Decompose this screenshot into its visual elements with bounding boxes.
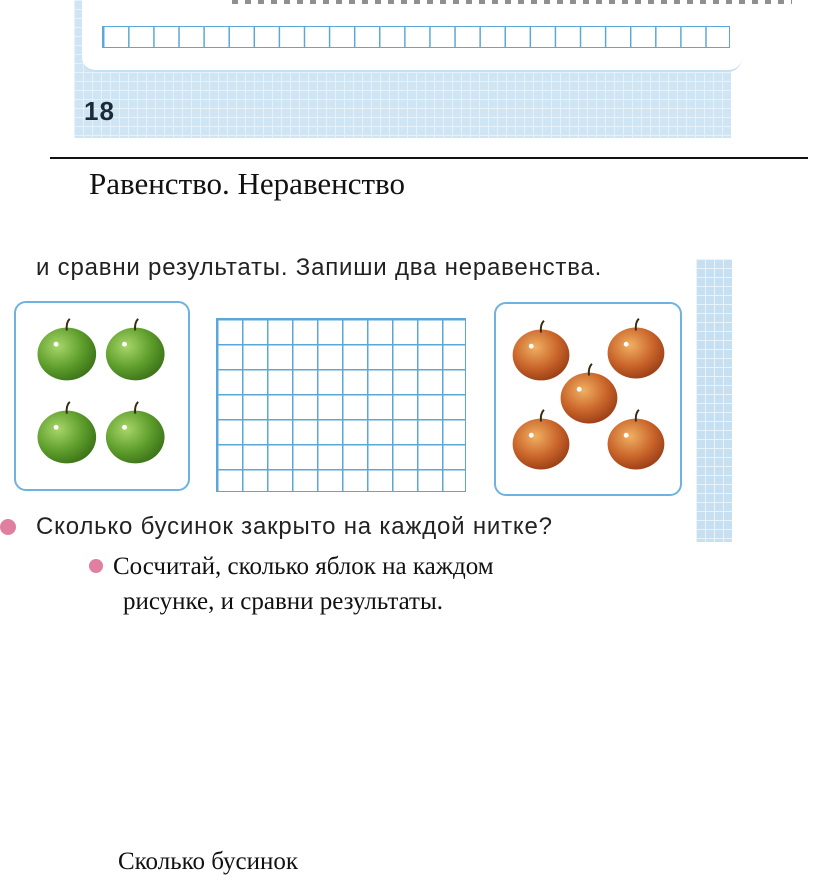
green-apple [38,319,97,381]
green-apple [106,402,165,464]
task-line-1: Сосчитай, сколько яблок на каждом [113,553,494,580]
red-apple [608,319,665,379]
red-apples-box [494,302,682,496]
answer-grid [216,318,466,492]
page-number: 18 [84,96,115,126]
green-apples-box [14,301,190,491]
red-apple [513,321,570,381]
footer-text: Сколько бусинок [118,848,298,875]
top-cropped-text [232,0,792,4]
right-page-edge [696,259,732,542]
red-apple [561,364,618,424]
scan-instruction: и сравни результаты. Запиши два неравенства. [36,254,603,281]
red-apple [513,410,570,470]
red-apple [608,410,665,470]
task-text [113,549,673,619]
section-title: Равенство. Неравенство [89,166,405,201]
top-writing-cells [102,26,730,48]
section-divider [50,157,808,159]
task-line-2: рисунке, и сравни результаты. [123,588,444,615]
green-apple [106,319,165,381]
green-apple [38,402,97,464]
green-apples-illustration [16,303,188,489]
red-apples-illustration [496,304,680,494]
scan-question: Сколько бусинок закрыто на каждой нитке? [36,513,553,540]
pink-bullet-icon [0,519,16,535]
pink-bullet-icon [89,559,103,573]
